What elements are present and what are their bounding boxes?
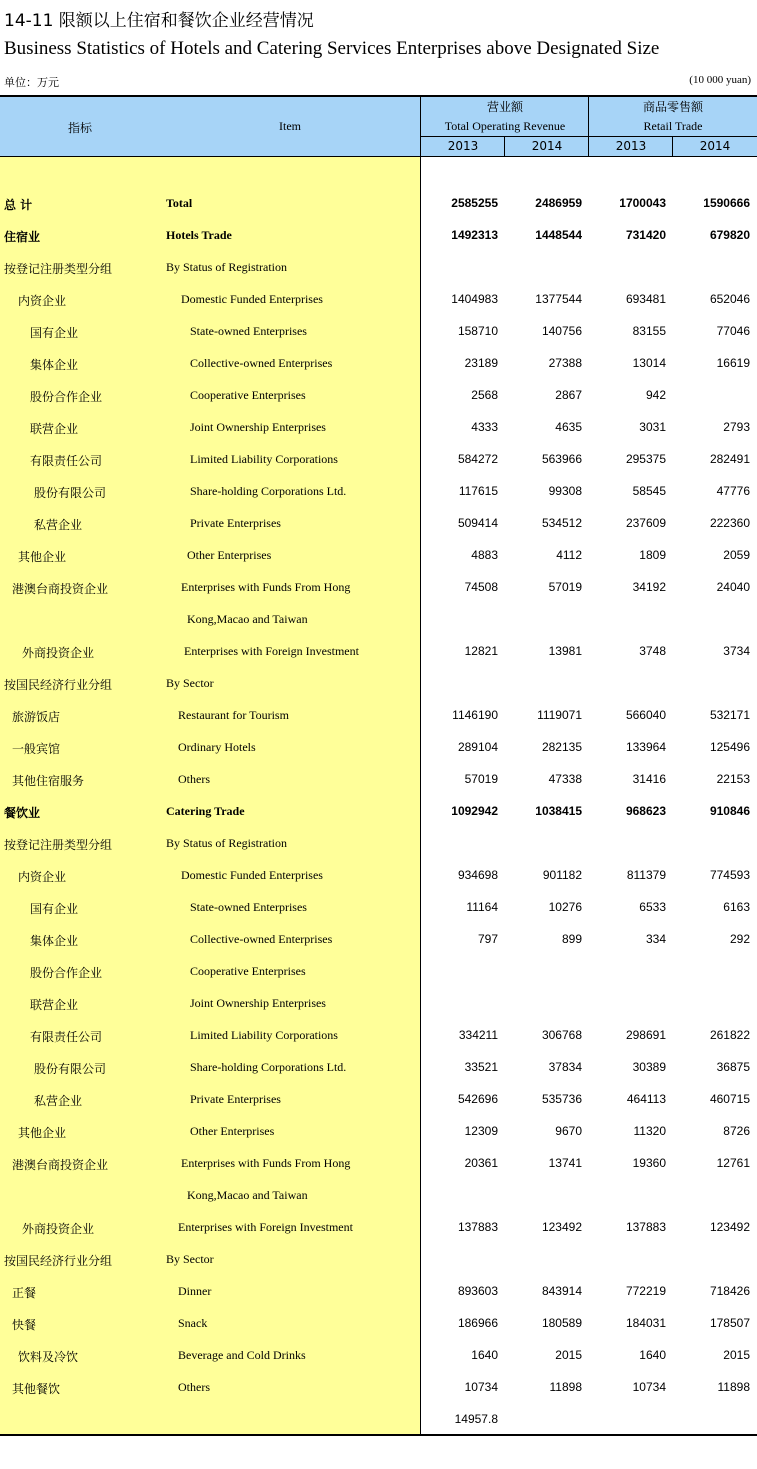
row-value: 532171	[709, 708, 750, 722]
row-value: 334211	[458, 1028, 498, 1042]
row-value: 2015	[555, 1348, 582, 1362]
row-label-en: Domestic Funded Enterprises	[181, 868, 323, 882]
table-row	[0, 1212, 757, 1244]
row-label-en: Enterprises with Foreign Investment	[178, 1220, 353, 1234]
row-label-en: By Status of Registration	[166, 260, 287, 274]
table-row	[0, 700, 757, 732]
row-label-cn: 按国民经济行业分组	[4, 678, 113, 692]
row-value: 289104	[457, 740, 498, 754]
row-value: 1640	[471, 1348, 498, 1362]
row-value: 6163	[723, 900, 750, 914]
row-value: 10734	[632, 1380, 666, 1394]
row-value: 20361	[464, 1156, 498, 1170]
row-label-en: Enterprises with Funds From Hong	[181, 580, 351, 594]
row-value: 9670	[555, 1124, 582, 1138]
row-value: 14957.8	[454, 1412, 498, 1426]
row-value: 731420	[625, 228, 666, 242]
row-label-en: Domestic Funded Enterprises	[181, 292, 323, 306]
row-value: 261822	[709, 1028, 750, 1042]
row-value: 133964	[625, 740, 666, 754]
row-label-en: Share-holding Corporations Ltd.	[190, 1060, 347, 1074]
header-divider	[420, 97, 421, 157]
table-title-cn: 14-11 限额以上住宿和餐饮企业经营情况	[4, 11, 314, 31]
row-value: 1119071	[537, 708, 582, 722]
header-divider	[420, 136, 757, 137]
table-title-en: Business Statistics of Hotels and Catering Services Enterprises above Designated Size	[4, 38, 660, 59]
row-label-en: Beverage and Cold Drinks	[178, 1348, 306, 1362]
row-value: 306768	[541, 1028, 582, 1042]
header-revenue-en: Total Operating Revenue	[444, 119, 566, 133]
row-value: 460715	[709, 1092, 750, 1106]
row-value: 36875	[716, 1060, 750, 1074]
unit-label-cn: 单位：万元	[4, 76, 59, 89]
row-value: 11320	[633, 1124, 666, 1138]
row-label-cn: 港澳台商投资企业	[12, 582, 109, 596]
row-label-cn: 私营企业	[34, 518, 83, 532]
table-row	[0, 796, 757, 828]
row-value: 1590666	[703, 196, 750, 210]
row-label-cn: 按登记注册类型分组	[4, 262, 113, 276]
row-label-en: Other Enterprises	[187, 548, 272, 562]
table-row	[0, 572, 757, 604]
row-value: 13014	[632, 356, 666, 370]
table-row	[0, 1020, 757, 1052]
row-value: 137883	[625, 1220, 666, 1234]
table-row	[0, 540, 757, 572]
table-row	[0, 444, 757, 476]
table-row	[0, 316, 757, 348]
table-row	[0, 1372, 757, 1404]
table-row	[0, 1180, 757, 1212]
header-revenue-cn: 营业额	[486, 100, 523, 114]
row-value: 125496	[709, 740, 750, 754]
row-value: 811379	[626, 868, 666, 882]
unit-label-en: (10 000 yuan)	[689, 74, 751, 86]
row-value: 1092942	[451, 804, 498, 818]
row-value: 222360	[709, 516, 750, 530]
table-row	[0, 732, 757, 764]
row-label-en: State-owned Enterprises	[190, 324, 307, 338]
row-value: 934698	[457, 868, 498, 882]
row-value: 24040	[716, 580, 750, 594]
row-label-en: Restaurant for Tourism	[178, 708, 289, 722]
table-row	[0, 956, 757, 988]
row-value: 1146190	[452, 708, 498, 722]
table-bottom-border	[0, 1434, 757, 1436]
table-row	[0, 764, 757, 796]
row-value: 1809	[639, 548, 666, 562]
row-label-cn: 股份合作企业	[30, 390, 103, 404]
row-value: 1038415	[535, 804, 582, 818]
row-value: 33521	[464, 1060, 498, 1074]
table-row	[0, 380, 757, 412]
row-value: 772219	[625, 1284, 666, 1298]
row-label-en: Others	[178, 772, 210, 786]
row-label-cn: 股份有限公司	[34, 486, 107, 500]
row-label-en: Cooperative Enterprises	[190, 964, 306, 978]
row-label-en: Snack	[178, 1316, 208, 1330]
row-value: 57019	[464, 772, 498, 786]
row-value: 1377544	[535, 292, 582, 306]
header-divider	[588, 97, 589, 157]
header-indicator: 指标	[67, 121, 92, 135]
row-value: 774593	[709, 868, 750, 882]
row-value: 77046	[716, 324, 750, 338]
row-value: 74508	[464, 580, 498, 594]
header-retail-cn: 商品零售额	[642, 100, 703, 114]
row-label-en: By Sector	[166, 1252, 214, 1266]
table-row	[0, 1052, 757, 1084]
row-value: 184031	[625, 1316, 666, 1330]
header-item: Item	[279, 119, 301, 133]
row-value: 563966	[541, 452, 582, 466]
row-label-en: By Sector	[166, 676, 214, 690]
row-value: 298691	[625, 1028, 666, 1042]
row-label-cn: 国有企业	[30, 902, 79, 916]
header-divider	[672, 137, 673, 157]
row-value: 693481	[625, 292, 666, 306]
row-value: 1700043	[619, 196, 666, 210]
row-value: 37834	[548, 1060, 582, 1074]
row-label-en: Private Enterprises	[190, 1092, 281, 1106]
row-value: 123492	[541, 1220, 582, 1234]
row-label-cn: 有限责任公司	[30, 454, 103, 468]
row-value: 27388	[548, 356, 582, 370]
row-label-cn: 总 计	[4, 198, 33, 212]
row-label-cn: 外商投资企业	[22, 1222, 95, 1236]
row-value: 968623	[625, 804, 666, 818]
row-label-en: Cooperative Enterprises	[190, 388, 306, 402]
table-row	[0, 1404, 757, 1436]
row-label-cn: 股份合作企业	[30, 966, 103, 980]
row-value: 910846	[709, 804, 750, 818]
row-value: 1448544	[535, 228, 582, 242]
row-value: 3734	[723, 644, 750, 658]
header-divider	[504, 137, 505, 157]
row-value: 13741	[548, 1156, 582, 1170]
row-label-cn: 股份有限公司	[34, 1062, 107, 1076]
table-row	[0, 604, 757, 636]
row-value: 901182	[542, 868, 582, 882]
row-label-cn: 其他企业	[18, 1126, 67, 1140]
row-value: 30389	[632, 1060, 666, 1074]
row-label-cn: 餐饮业	[4, 806, 41, 820]
row-label-en: Total	[166, 196, 193, 210]
row-value: 464113	[626, 1092, 666, 1106]
row-value: 542696	[457, 1092, 498, 1106]
row-value: 11898	[549, 1380, 582, 1394]
row-label-en: By Status of Registration	[166, 836, 287, 850]
row-value: 3748	[639, 644, 666, 658]
table-row	[0, 1308, 757, 1340]
table-row	[0, 1340, 757, 1372]
row-value: 2568	[471, 388, 498, 402]
row-label-cn: 外商投资企业	[22, 646, 95, 660]
row-value: 509414	[457, 516, 498, 530]
row-label-cn: 按登记注册类型分组	[4, 838, 113, 852]
row-value: 4112	[556, 548, 582, 562]
row-value: 3031	[639, 420, 666, 434]
row-label-cn: 其他餐饮	[12, 1382, 61, 1396]
row-value: 2793	[723, 420, 750, 434]
row-label-cn: 内资企业	[18, 870, 67, 884]
row-label-en: Hotels Trade	[166, 228, 232, 242]
table-row	[0, 284, 757, 316]
row-value: 4333	[471, 420, 498, 434]
row-value: 83155	[632, 324, 666, 338]
table-row	[0, 220, 757, 252]
row-label-en: Joint Ownership Enterprises	[190, 420, 326, 434]
row-value: 19360	[632, 1156, 666, 1170]
table-row	[0, 636, 757, 668]
row-value: 22153	[716, 772, 750, 786]
row-value: 2059	[723, 548, 750, 562]
row-value: 34192	[632, 580, 666, 594]
row-value: 140756	[541, 324, 582, 338]
table-row	[0, 1276, 757, 1308]
row-value: 4635	[555, 420, 582, 434]
row-value: 797	[477, 932, 498, 946]
row-value: 158710	[457, 324, 498, 338]
table-row	[0, 412, 757, 444]
row-value: 899	[561, 932, 582, 946]
row-value: 334	[645, 932, 666, 946]
table-row	[0, 924, 757, 956]
row-label-cn: 联营企业	[30, 998, 79, 1012]
table-row	[0, 508, 757, 540]
header-year: 2013	[615, 139, 647, 153]
row-value: 679820	[709, 228, 750, 242]
row-label-en: Others	[178, 1380, 210, 1394]
table-row	[0, 476, 757, 508]
row-value: 535736	[541, 1092, 582, 1106]
row-value: 282135	[541, 740, 582, 754]
table-row	[0, 1084, 757, 1116]
row-label-cn: 住宿业	[4, 230, 41, 244]
row-value: 2585255	[451, 196, 498, 210]
row-value: 282491	[709, 452, 750, 466]
row-label-cn: 集体企业	[30, 358, 79, 372]
row-label-cn: 私营企业	[34, 1094, 83, 1108]
row-label-en: Kong,Macao and Taiwan	[187, 612, 308, 626]
row-label-en: Joint Ownership Enterprises	[190, 996, 326, 1010]
row-value: 534512	[541, 516, 582, 530]
row-label-en: Limited Liability Corporations	[190, 1028, 338, 1042]
table-row	[0, 860, 757, 892]
row-label-cn: 旅游饭店	[12, 710, 61, 724]
table-row	[0, 892, 757, 924]
header-retail-en: Retail Trade	[643, 119, 703, 133]
row-value: 12309	[464, 1124, 498, 1138]
row-value: 31416	[632, 772, 666, 786]
row-value: 295375	[625, 452, 666, 466]
row-label-cn: 其他企业	[18, 550, 67, 564]
row-value: 12761	[716, 1156, 750, 1170]
row-label-cn: 一般宾馆	[12, 742, 61, 756]
row-value: 1640	[639, 1348, 666, 1362]
row-label-en: Private Enterprises	[190, 516, 281, 530]
row-label-cn: 按国民经济行业分组	[4, 1254, 113, 1268]
table-header	[0, 95, 757, 157]
row-label-en: Collective-owned Enterprises	[190, 356, 333, 370]
row-value: 652046	[709, 292, 750, 306]
row-value: 16619	[716, 356, 750, 370]
row-value: 47776	[716, 484, 750, 498]
row-value: 11898	[717, 1380, 750, 1394]
row-label-cn: 饮料及冷饮	[18, 1350, 79, 1364]
table-row	[0, 348, 757, 380]
table-row	[0, 988, 757, 1020]
row-value: 8726	[723, 1124, 750, 1138]
row-value: 843914	[541, 1284, 582, 1298]
row-value: 117615	[458, 484, 498, 498]
row-value: 10734	[464, 1380, 498, 1394]
row-value: 1404983	[451, 292, 498, 306]
row-label-cn: 联营企业	[30, 422, 79, 436]
row-label-cn: 其他住宿服务	[12, 774, 85, 788]
row-value: 186966	[457, 1316, 498, 1330]
row-value: 178507	[709, 1316, 750, 1330]
row-value: 58545	[632, 484, 666, 498]
row-value: 942	[645, 388, 666, 402]
row-label-cn: 有限责任公司	[30, 1030, 103, 1044]
header-year: 2014	[531, 139, 563, 153]
row-label-en: Other Enterprises	[190, 1124, 275, 1138]
table-row	[0, 1148, 757, 1180]
row-label-en: Collective-owned Enterprises	[190, 932, 333, 946]
row-value: 566040	[625, 708, 666, 722]
row-value: 718426	[709, 1284, 750, 1298]
row-value: 1492313	[451, 228, 498, 242]
row-value: 13981	[548, 644, 582, 658]
row-value: 2867	[555, 388, 582, 402]
table-row	[0, 252, 757, 284]
table-row	[0, 668, 757, 700]
table-row	[0, 1116, 757, 1148]
row-value: 4883	[471, 548, 498, 562]
row-value: 2486959	[535, 196, 582, 210]
row-value: 23189	[464, 356, 498, 370]
row-label-cn: 集体企业	[30, 934, 79, 948]
row-label-en: Catering Trade	[166, 804, 245, 818]
row-value: 10276	[548, 900, 582, 914]
row-value: 11164	[466, 900, 498, 914]
table-row	[0, 828, 757, 860]
table-row	[0, 1244, 757, 1276]
header-year: 2013	[447, 139, 479, 153]
row-label-en: Dinner	[178, 1284, 212, 1298]
row-label-en: Enterprises with Funds From Hong	[181, 1156, 351, 1170]
row-value: 180589	[541, 1316, 582, 1330]
row-value: 47338	[548, 772, 582, 786]
row-label-en: Kong,Macao and Taiwan	[187, 1188, 308, 1202]
row-label-cn: 快餐	[12, 1318, 37, 1332]
row-value: 2015	[723, 1348, 750, 1362]
row-label-cn: 国有企业	[30, 326, 79, 340]
row-label-cn: 正餐	[12, 1286, 37, 1300]
header-year: 2014	[699, 139, 731, 153]
row-label-en: Limited Liability Corporations	[190, 452, 338, 466]
row-value: 137883	[457, 1220, 498, 1234]
row-value: 237609	[625, 516, 666, 530]
row-value: 292	[729, 932, 750, 946]
row-label-en: Enterprises with Foreign Investment	[184, 644, 359, 658]
row-value: 12821	[464, 644, 498, 658]
row-label-cn: 港澳台商投资企业	[12, 1158, 109, 1172]
row-label-en: State-owned Enterprises	[190, 900, 307, 914]
row-value: 893603	[457, 1284, 498, 1298]
row-value: 584272	[457, 452, 498, 466]
row-label-cn: 内资企业	[18, 294, 67, 308]
row-value: 57019	[548, 580, 582, 594]
row-label-en: Share-holding Corporations Ltd.	[190, 484, 347, 498]
row-label-en: Ordinary Hotels	[178, 740, 256, 754]
row-value: 123492	[709, 1220, 750, 1234]
row-value: 99308	[548, 484, 582, 498]
table-row	[0, 188, 757, 220]
row-value: 6533	[639, 900, 666, 914]
